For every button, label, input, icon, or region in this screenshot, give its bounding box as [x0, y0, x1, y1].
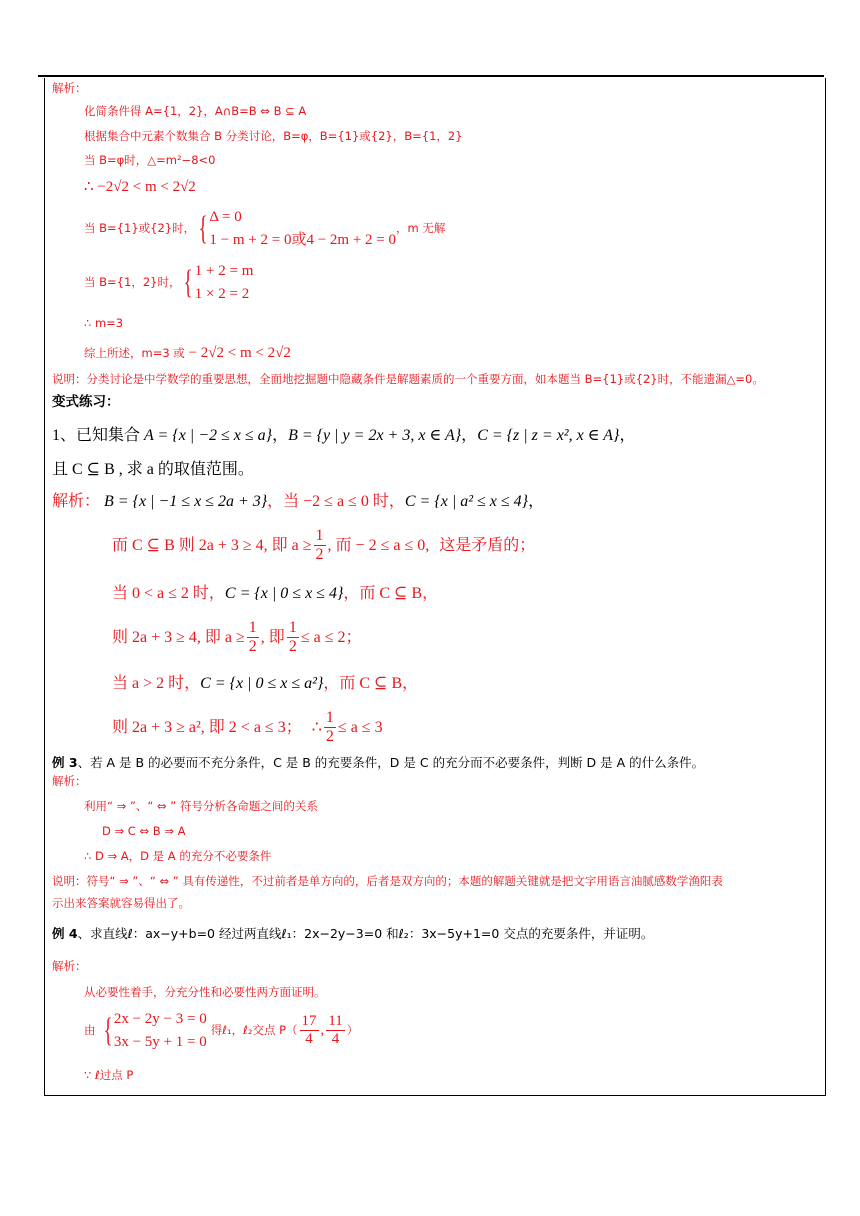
equation-1: 2x − 2y − 3 = 0 — [113, 1011, 207, 1027]
solution-line-1: 解析： B = {x | −1 ≤ x ≤ 2a + 3}，当 −2 ≤ a ≤ 0 时，C = {x | a² ≤ x ≤ 4}， — [52, 493, 545, 510]
fraction-denominator: 4 — [305, 1031, 313, 1047]
fraction-half — [324, 710, 336, 745]
contradiction-note: 这是矛盾的； — [439, 536, 536, 554]
fraction-denominator: 2 — [325, 728, 334, 745]
question-1: 1、已知集合 A = {x | −2 ≤ x ≤ a}，B = {y | y = 2x + 3, x ∈ A}，C = {z | z = x², x ∈ A}， — [52, 427, 636, 444]
system-equations — [195, 260, 254, 305]
double-case-label: 当 B={1，2}时， — [84, 274, 181, 289]
case-2-derivation: 则 2a + 3 ≥ 4, 即 a ≥ — [112, 628, 245, 646]
case-2-joiner: , 即 — [260, 628, 285, 646]
line-double-case — [84, 260, 253, 305]
line-single-case — [84, 206, 445, 251]
analysis-label: 解析： — [52, 774, 87, 788]
equation-2: 3x − 5y + 1 = 0 — [113, 1033, 207, 1050]
solution-line-4 — [112, 620, 362, 655]
system-brace: { — [103, 1011, 113, 1049]
fraction-denominator: 2 — [288, 638, 297, 655]
subset-note: ，而 C ⊆ B， — [323, 675, 419, 692]
summary-math: − 2√2 < m < 2√2 — [184, 345, 291, 361]
e3-line-1: 利用“ ⇒ ”、“ ⇔ ” 符号分析各命题之间的关系 — [84, 799, 318, 813]
separator: ； — [345, 628, 362, 646]
e3-note-2: 示出来答案就容易得出了。 — [52, 896, 190, 910]
intersection-label: 得ℓ₁，ℓ₂交点 P（ — [210, 1022, 298, 1037]
system-equations — [209, 206, 396, 251]
e4-line-3: ∵ ℓ过点 P — [84, 1068, 134, 1082]
line-summary — [84, 344, 291, 361]
fraction-half — [314, 528, 326, 563]
question-1-intro: 1、已知集合 — [52, 427, 145, 444]
separator: ； — [285, 718, 302, 736]
fraction-numerator: 17 — [301, 1013, 317, 1029]
line-range: ∴ −2√2 < m < 2√2 — [84, 179, 196, 195]
fraction-half — [247, 620, 259, 655]
example-3-text: 、若 A 是 B 的必要而不充分条件，C 是 B 的充要条件，D 是 C 的充分而不必要条件，判断 D 是 A 的什么条件。 — [77, 755, 705, 770]
set-c-case-1: C = {x | a² ≤ x ≤ 4} — [404, 493, 529, 510]
case-2-condition: 当 0 < a ≤ 2 时， — [112, 585, 225, 602]
e4-line-1: 从必要性着手，分充分性和必要性两方面证明。 — [84, 985, 326, 999]
solution-line-2 — [112, 528, 535, 563]
set-c: C = {z | z = x², x ∈ A} — [477, 427, 620, 444]
fraction-y — [326, 1014, 344, 1047]
example-4 — [52, 928, 653, 941]
fraction-numerator: 1 — [288, 619, 297, 636]
fraction-numerator: 11 — [328, 1013, 343, 1029]
fraction-numerator: 1 — [248, 619, 257, 636]
example-4-text: 、求直线ℓ：ax−y+b=0 经过两直线ℓ₁：2x−2y−3=0 和ℓ₂：3x−5y+1=0 交点的充要条件，并证明。 — [77, 926, 654, 941]
set-b-solved: B = {x | −1 ≤ x ≤ 2a + 3} — [104, 493, 268, 510]
note-1: 说明：分类讨论是中学数学的重要思想，全面地挖掘题中隐藏条件是解题素质的一个重要方面，如本题当 B={1}或{2}时，不能遗漏△=0。 — [52, 372, 764, 386]
fraction-numerator: 1 — [325, 709, 334, 726]
fraction-x — [300, 1014, 319, 1047]
therefore-symbol: ∴ — [311, 718, 322, 736]
case-3-condition: 当 a > 2 时， — [112, 675, 201, 692]
solution-line-3 — [112, 586, 438, 602]
e3-line-2: D ⇒ C ⇔ B ⇒ A — [102, 824, 186, 838]
header-rule — [38, 75, 824, 77]
subset-note: ，而 C ⊆ B， — [343, 585, 439, 602]
e3-line-3: ∴ D ⇒ A，D 是 A 的充分不必要条件 — [84, 849, 272, 863]
analysis-label: 解析： — [52, 81, 87, 95]
fraction-denominator: 2 — [248, 638, 257, 655]
fraction-half — [287, 620, 299, 655]
final-range: ≤ a ≤ 3 — [337, 718, 383, 736]
section-heading: 变式练习： — [52, 394, 120, 410]
equation-2: 1 × 2 = 2 — [194, 285, 250, 302]
set-c-case-2: C = {x | 0 ≤ x ≤ 4} — [224, 585, 344, 602]
line-m3: ∴ m=3 — [84, 316, 124, 330]
closing-paren: ） — [346, 1022, 359, 1037]
set-c-case-3: C = {x | 0 ≤ x ≤ a²} — [200, 675, 324, 692]
example-4-label: 例 4 — [52, 926, 78, 941]
line-empty-case: 当 B=φ时，△=m²−8<0 — [84, 153, 216, 167]
e3-note-1: 说明：符号“ ⇒ ”、“ ⇔ ” 具有传递性，不过前者是单方向的，后者是双方向的；本题的解题关键就是把文字用语言油腻感数学渔阳表 — [52, 874, 723, 888]
no-solution-note: ，m 无解 — [396, 220, 446, 235]
analysis-label: 解析： — [52, 959, 87, 973]
equation-1: Δ = 0 — [209, 209, 242, 225]
solution-line-5 — [112, 676, 418, 692]
e4-prefix: 由 — [84, 1022, 96, 1037]
case-3-derivation: 则 2a + 3 ≥ a², 即 2 < a ≤ 3 — [112, 718, 286, 736]
fraction-denominator: 4 — [331, 1031, 340, 1047]
case-1-condition: ，当 −2 ≤ a ≤ 0 时， — [267, 493, 405, 510]
line-classify: 根据集合中元素个数集合 B 分类讨论，B=φ，B={1}或{2}，B={1，2} — [84, 129, 463, 143]
example-3 — [52, 757, 704, 770]
fraction-numerator: 1 — [315, 527, 324, 544]
system-equations — [114, 1008, 207, 1053]
system-brace: { — [184, 263, 194, 301]
equation-1: 1 + 2 = m — [194, 263, 254, 279]
solution-line-6 — [112, 710, 383, 745]
single-case-label: 当 B={1}或{2}时， — [84, 220, 196, 235]
system-brace: { — [198, 209, 208, 247]
line-simplify: 化简条件得 A={1，2}，A∩B=B ⇔ B ⊆ A — [84, 104, 307, 118]
set-a: A = {x | −2 ≤ x ≤ a} — [144, 427, 273, 444]
set-b: B = {y | y = 2x + 3, x ∈ A} — [288, 427, 462, 444]
equation-2: 1 − m + 2 = 0或4 − 2m + 2 = 0 — [209, 231, 397, 248]
case-2-range: ≤ a ≤ 2 — [300, 628, 346, 646]
case-1-derivation: 而 C ⊆ B 则 2a + 3 ≥ 4, 即 a ≥ — [112, 536, 312, 554]
case-1-range: , 而 − 2 ≤ a ≤ 0, — [327, 536, 430, 554]
summary-text: 综上所述，m=3 或 — [84, 346, 185, 360]
e4-line-2: 由 { 2x − 2y − 3 = 0 3x − 5y + 1 = 0 得ℓ₁，ℓ₂交点 P（ $\frac{17}{4}$ , $\frac{11}{4}$ ） — [84, 1008, 358, 1053]
example-3-label: 例 3 — [52, 755, 78, 770]
fraction-denominator: 2 — [315, 546, 324, 563]
question-1-condition: 且 C ⊆ B , 求 a 的取值范围。 — [52, 461, 254, 478]
analysis-label: 解析： — [52, 493, 101, 510]
